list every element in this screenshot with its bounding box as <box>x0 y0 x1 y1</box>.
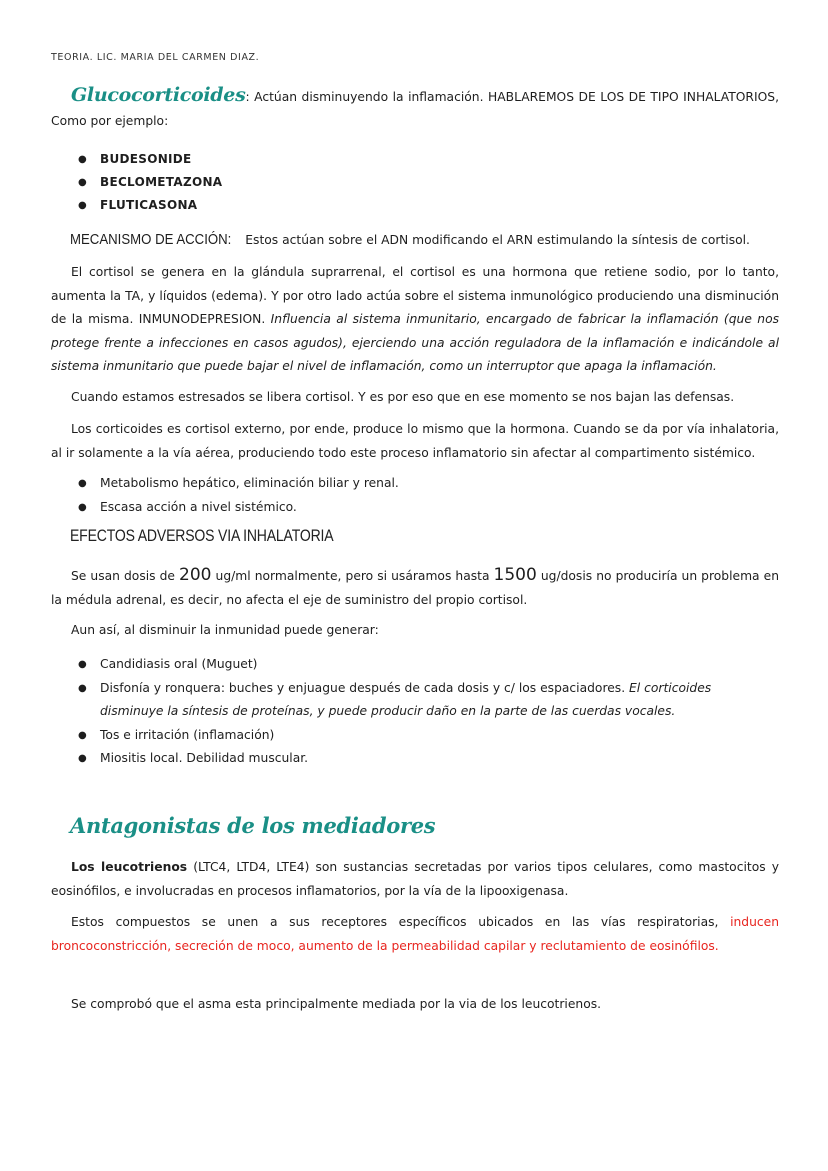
dosis-text-a: Se usan dosis de <box>71 569 180 583</box>
cortisol-paragraph <box>51 261 779 379</box>
list-item-text: Tos e irritación (inflamación) <box>100 727 275 742</box>
glucocorticoides-intro-text: : Actúan disminuyendo la inflamación. HABLAREMOS DE LOS DE TIPO INHALATORIOS, Como por ejemplo: <box>51 90 779 128</box>
list-item-text: Disfonía y ronquera: buches y enjuague después de cada dosis y c/ los espaciadores. <box>100 680 630 695</box>
page-header: TEORIA. LIC. MARIA DEL CARMEN DIAZ. <box>51 52 260 63</box>
leucotrienos-paragraph <box>51 856 779 903</box>
receptores-paragraph <box>51 911 779 958</box>
list-item: ● Metabolismo hepático, eliminación biliar y renal. <box>78 472 778 496</box>
glucocorticoides-title: Glucocorticoides <box>71 84 246 106</box>
corticoides-paragraph: Los corticoides es cortisol externo, por ende, produce lo mismo que la hormona. Cuando se da por vía inhalatoria, al ir solamente a la vía aérea, produciendo todo este proceso inflamatorio sin afectar al compartimento sistémico. <box>51 422 779 460</box>
list-item <box>78 653 778 677</box>
adverse-effects-list <box>78 653 778 771</box>
list-item <box>78 677 778 724</box>
list-item: ● BUDESONIDE <box>78 148 778 171</box>
leucotrienos-text: son sustancias secretadas por varios tipos celulares, como mastocitos y eosinófilos, e involucradas en procesos inflamatorios, por la vía de la lipooxigenasa. <box>51 860 779 898</box>
stress-paragraph: Cuando estamos estresados se libera cortisol. Y es por eso que en ese momento se nos bajan las defensas. <box>71 390 735 404</box>
antagonistas-title: Antagonistas de los mediadores <box>70 813 436 838</box>
list-item <box>78 747 778 771</box>
mecanismo-paragraph <box>70 228 779 253</box>
efectos-heading: EFECTOS ADVERSOS VIA INHALATORIA <box>70 527 334 545</box>
list-item: ● BECLOMETAZONA <box>78 171 778 194</box>
drug-list <box>78 148 778 217</box>
asma-paragraph: Se comprobó que el asma esta principalmente mediada por la via de los leucotrienos. <box>71 997 602 1011</box>
list-item-italic-text: El corticoides disminuye la síntesis de proteínas, y puede producir daño en la parte de las cuerdas vocales. <box>100 680 712 718</box>
cortisol-text: El cortisol se genera en la glándula suprarrenal, el cortisol es una hormona que retiene sodio, por lo tanto, aumenta la TA, y líquidos (edema). Y por otro lado actúa sobre el sistema inmunológico produciendo una disminución de la misma. INMUNODEPRESION. <box>51 265 779 326</box>
receptores-red-text: inducen broncoconstricción, secreción de moco, aumento de la permeabilidad capilar y reclutamiento de eosinófilos. <box>51 915 779 953</box>
list-item-text: Candidiasis oral (Muguet) <box>100 657 258 671</box>
dose-value-2: 1500 <box>493 565 537 585</box>
dosis-text-b: ug/ml normalmente, pero si usáramos hasta <box>211 569 494 583</box>
cortisol-italic-text: Influencia al sistema inmunitario, encargado de fabricar la inflamación (que nos protege frente a infecciones en casos agudos), ejerciendo una acción reguladora de la inflamación e indicándole al sistema inmunitario que puede bajar el nivel de inflamación, como un interruptor que apaga la inflamación. <box>51 312 780 373</box>
mecanismo-text: Estos actúan sobre el ADN modificando el ARN estimulando la síntesis de cortisol. <box>241 233 750 247</box>
dosis-paragraph <box>51 564 779 612</box>
list-item: ● Escasa acción a nivel sistémico. <box>78 496 778 520</box>
leucotrienos-bold: Los leucotrienos <box>71 860 188 874</box>
list-item <box>78 724 778 748</box>
inmunidad-paragraph: Aun así, al disminuir la inmunidad puede generar: <box>71 623 379 637</box>
mecanismo-heading: MECANISMO DE ACCIÓN: <box>70 231 232 248</box>
list-item-text: Miositis local. Debilidad muscular. <box>100 751 309 765</box>
receptores-text: Estos compuestos se unen a sus receptores específicos ubicados en las vías respiratorias, <box>71 915 731 929</box>
leucotrienos-codes: (LTC4, LTD4, LTE4) <box>187 860 310 874</box>
dose-value-1: 200 <box>179 565 212 585</box>
list-item: ● FLUTICASONA <box>78 194 778 217</box>
dosis-text-c: ug/dosis no produciría un problema en la médula adrenal, es decir, no afecta el eje de suministro del propio cortisol. <box>51 569 779 607</box>
glucocorticoides-intro <box>51 84 779 133</box>
properties-list <box>78 472 778 519</box>
